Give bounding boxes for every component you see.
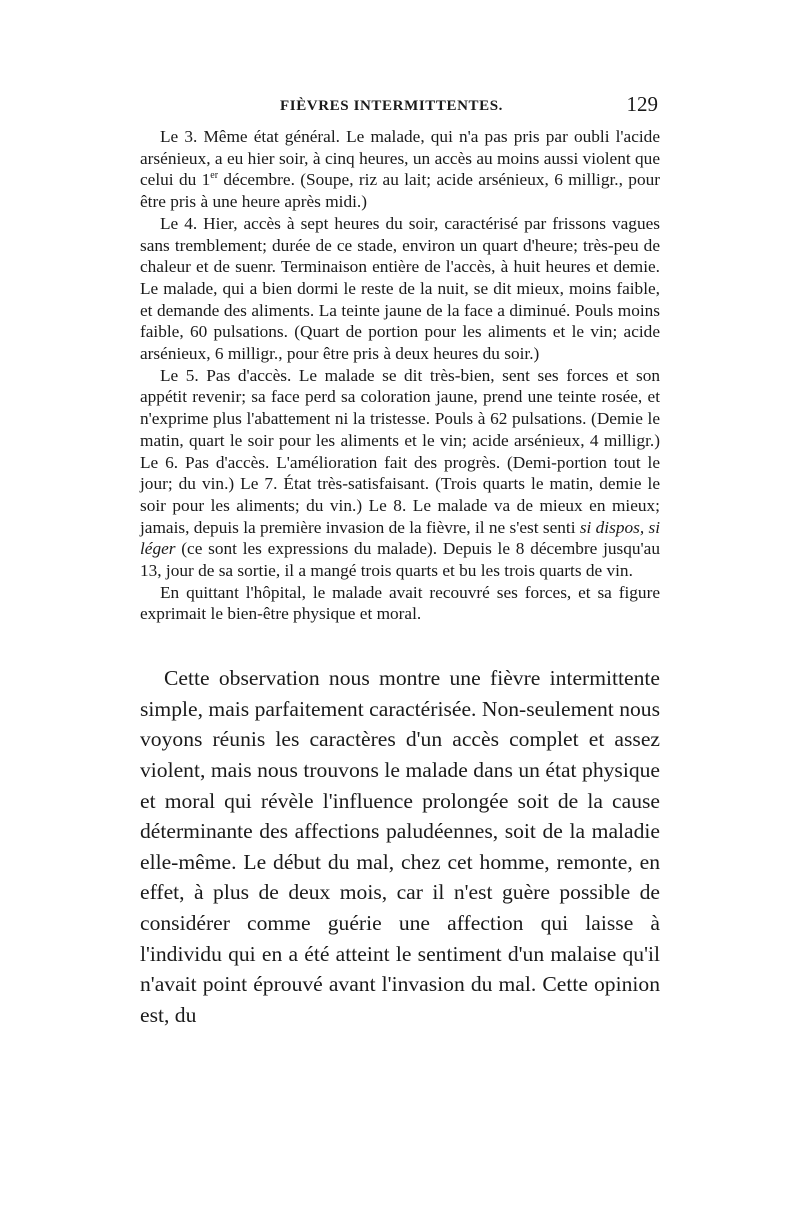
book-page (140, 92, 660, 1030)
page-header (140, 92, 660, 126)
page-number: 129 (626, 92, 658, 116)
commentary-paragraph: Cette observation nous montre une fièvre intermittente simple, mais parfaitement caractérisée. Non-seulement nous voyons réunis les caractères d'un accès complet et assez violent, mais nous trouvons le malade dans un état physique et moral qui révèle l'influence prolongée soit de la cause déterminante des affections paludéennes, soit de la maladie elle-même. Le début du mal, chez cet homme, remonte, en effet, à plus de deux mois, car il n'est guère possible de considérer comme guérie une affection qui laisse à l'individu qui en a été atteint le sentiment d'un malaise qu'il n'avait point éprouvé avant l'invasion du mal. Cette opinion est, du (140, 666, 660, 1027)
entry-days-5-13: Le 5. Pas d'accès. Le malade se dit très-bien, sent ses forces et son appétit revenir; sa face perd sa coloration jaune, prend une teinte rosée, et n'exprime plus l'abattement ni la tristesse. Pouls à 62 pulsations. (Demie le matin, quart le soir pour les aliments et le vin; acide arsénieux, 4 milligr.) Le 6. Pas d'accès. L'amélioration fait des progrès. (Demi-portion tout le jour; du vin.) Le 7. État très-satisfaisant. (Trois quarts le matin, demie le soir pour les aliments; du vin.) Le 8. Le malade va de mieux en mieux; jamais, depuis la première invasion de la fièvre, il ne s'est senti si dispos, si léger (ce sont les expressions du malade). Depuis le 8 décembre jusqu'au 13, jour de sa sortie, il a mangé trois quarts et bu les trois quarts de vin. (140, 365, 660, 581)
clinical-entries (140, 126, 660, 625)
section-gap (140, 625, 660, 663)
entry-discharge: En quittant l'hôpital, le malade avait recouvré ses forces, et sa figure exprimait le bien-être physique et moral. (140, 582, 660, 624)
commentary-section (140, 663, 660, 1030)
entry-day-3: Le 3. Même état général. Le malade, qui n'a pas pris par oubli l'acide arsénieux, a eu hier soir, à cinq heures, un accès au moins aussi violent que celui du 1er décembre. (Soupe, riz au lait; acide arsénieux, 6 milligr., pour être pris à une heure après midi.) (140, 127, 660, 212)
running-title: FIÈVRES INTERMITTENTES. (280, 98, 504, 114)
entry-day-4: Le 4. Hier, accès à sept heures du soir, caractérisé par frissons vagues sans tremblement; durée de ce stade, environ un quart d'heure; très-peu de chaleur et de suenr. Terminaison entière de l'accès, à huit heures et demie. Le malade, qui a bien dormi le reste de la nuit, se dit mieux, moins faible, et demande des aliments. La teinte jaune de la face a diminué. Pouls moins faible, 60 pulsations. (Quart de portion pour les aliments et le vin; acide arsénieux, 6 milligr., pour être pris à deux heures du soir.) (140, 213, 660, 364)
quoted-expression: si dispos, si léger (140, 517, 660, 559)
